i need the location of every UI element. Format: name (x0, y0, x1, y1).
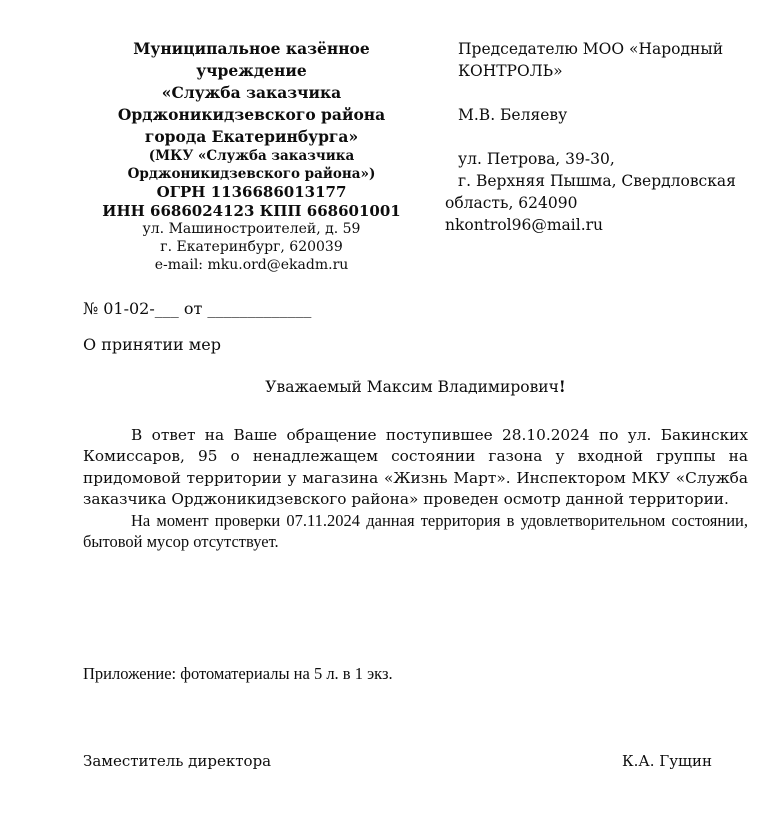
salutation-exclamation: ! (558, 377, 566, 396)
recipient-city-line: область, 624090 (445, 194, 578, 212)
letterhead (83, 38, 748, 274)
recipient-gap (445, 82, 751, 104)
sender-name-line: города Екатеринбурга» (144, 127, 359, 146)
sender-name-line: Муниципальное казённое (133, 39, 370, 58)
signature-row (83, 751, 748, 772)
recipient-city-line: г. Верхняя Пышма, Свердловская (458, 172, 736, 190)
sender-ogrn: ОГРН 1136686013177 (156, 183, 347, 201)
signature-position: Заместитель директора (83, 751, 272, 770)
sender-name-line: Орджоникидзевского района (117, 105, 386, 124)
body-paragraph-2: На момент проверки 07.11.2024 данная территория в удовлетворительном состоянии, бытовой мусор отсутствует. (83, 511, 748, 552)
recipient-block (445, 38, 751, 274)
sender-block (83, 38, 420, 274)
sender-email: e-mail: mku.ord@ekadm.ru (154, 257, 349, 273)
sender-address-line: ул. Машиностроителей, д. 59 (142, 221, 361, 237)
body-paragraph-1: В ответ на Ваше обращение поступившее 28.10.2024 по ул. Бакинских Комиссаров, 95 о ненадлежащем состоянии газона у входной группы на придомовой территории у магазина «Жизнь Март». Инспектором МКУ «Служба заказчика Орджоникидзевского района» проведен осмотр данной территории. (83, 426, 748, 508)
recipient-org-line: Председателю МОО «Народный (458, 40, 724, 58)
attachment-line: Приложение: фотоматериалы на 5 л. в 1 экз. (83, 663, 393, 683)
sender-short-name-line: (МКУ «Служба заказчика (148, 148, 355, 164)
reference-number-line: № 01-02-___ от _____________ (83, 299, 312, 318)
subject-line: О принятии мер (83, 335, 221, 354)
salutation (83, 377, 748, 397)
recipient-street: ул. Петрова, 39-30, (458, 150, 615, 168)
recipient-person: М.В. Беляеву (458, 106, 568, 124)
sender-name-line: «Служба заказчика (161, 83, 342, 102)
recipient-gap (445, 126, 751, 148)
sender-address-line: г. Екатеринбург, 620039 (160, 239, 343, 255)
sender-inn-kpp: ИНН 6686024123 КПП 668601001 (102, 201, 401, 220)
recipient-email: nkontrol96@mail.ru (445, 216, 604, 234)
sender-name-line: учреждение (196, 61, 307, 80)
salutation-text: Уважаемый Максим Владимирович (265, 378, 559, 396)
sender-short-name-line: Орджоникидзевского района») (127, 165, 376, 182)
signature-name: К.А. Гущин (622, 751, 712, 770)
recipient-org-line: КОНТРОЛЬ» (458, 62, 563, 80)
